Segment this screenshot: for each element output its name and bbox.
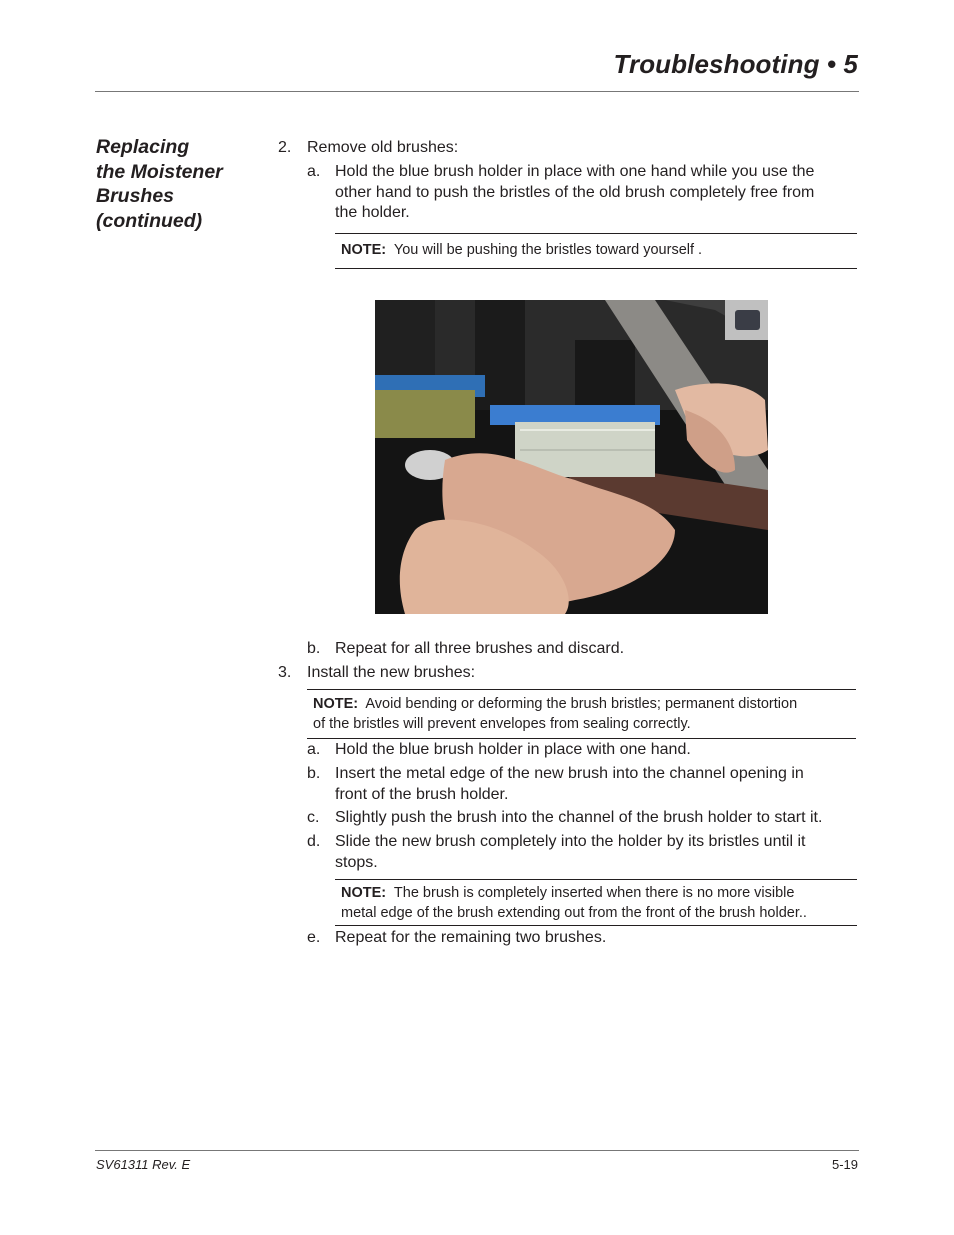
substep-letter: a. [307, 163, 321, 180]
text-line: other hand to push the bristles of the old brush completely free from [335, 183, 815, 201]
substep-text [335, 162, 865, 224]
note-text: The brush is completely inserted when there is no more visible [393, 885, 795, 901]
note-text: of the bristles will prevent envelopes from sealing correctly. [313, 715, 691, 732]
text-line: the holder. [335, 204, 410, 221]
text-line: Slide the new brush completely into the holder by its bristles until it [335, 833, 806, 850]
substep-letter: e. [307, 929, 321, 946]
note-box [335, 879, 857, 926]
substep-text: Repeat for the remaining two brushes. [335, 929, 607, 946]
note-label: NOTE: [341, 242, 387, 258]
substep-letter: d. [307, 833, 321, 850]
sidebar-title-line: Replacing [96, 136, 190, 158]
step-text: Install the new brushes: [307, 664, 476, 681]
text-line: Insert the metal edge of the new brush into the channel opening in [335, 765, 804, 782]
substep-letter: b. [307, 765, 321, 782]
footer-rule [95, 1150, 859, 1151]
page-number: 5-19 [831, 1157, 858, 1172]
section-sidebar-title [96, 135, 246, 233]
substep-text: Hold the blue brush holder in place with one hand. [335, 741, 691, 758]
text-line: Hold the blue brush holder in place with one hand while you use the [335, 163, 815, 180]
note-text: metal edge of the brush extending out from the front of the brush holder.. [341, 904, 807, 921]
sidebar-title-line: (continued) [96, 209, 203, 232]
note-label: NOTE: [313, 696, 359, 712]
substep-letter: a. [307, 741, 321, 758]
note-text: Avoid bending or deforming the brush bristles; permanent distortion [365, 696, 798, 712]
sidebar-title-line: Brushes [96, 185, 175, 207]
substep-letter: c. [307, 809, 320, 826]
substep-text: Slightly push the brush into the channel of the brush holder to start it. [335, 809, 823, 826]
note-box [307, 689, 856, 739]
note-label: NOTE: [341, 885, 387, 901]
substep-text: Repeat for all three brushes and discard. [335, 640, 625, 657]
substep-text [335, 832, 865, 873]
note-box [335, 233, 857, 269]
note-line [341, 884, 857, 904]
note-text: You will be pushing the bristles toward yourself . [393, 242, 703, 258]
brush-removal-photo [375, 300, 768, 614]
note-line [313, 695, 856, 715]
sidebar-title-line: the Moistener [96, 160, 223, 183]
text-line: stops. [335, 853, 378, 871]
doc-id: SV61311 Rev. E [96, 1157, 191, 1172]
substep-letter: b. [307, 640, 321, 657]
step-text: Remove old brushes: [307, 139, 459, 156]
step-number: 3. [278, 664, 292, 681]
chapter-title: Troubleshooting • 5 [613, 49, 858, 79]
header-rule [95, 91, 859, 92]
step-number: 2. [278, 139, 292, 156]
text-line: front of the brush holder. [335, 785, 509, 803]
substep-text [335, 764, 865, 805]
